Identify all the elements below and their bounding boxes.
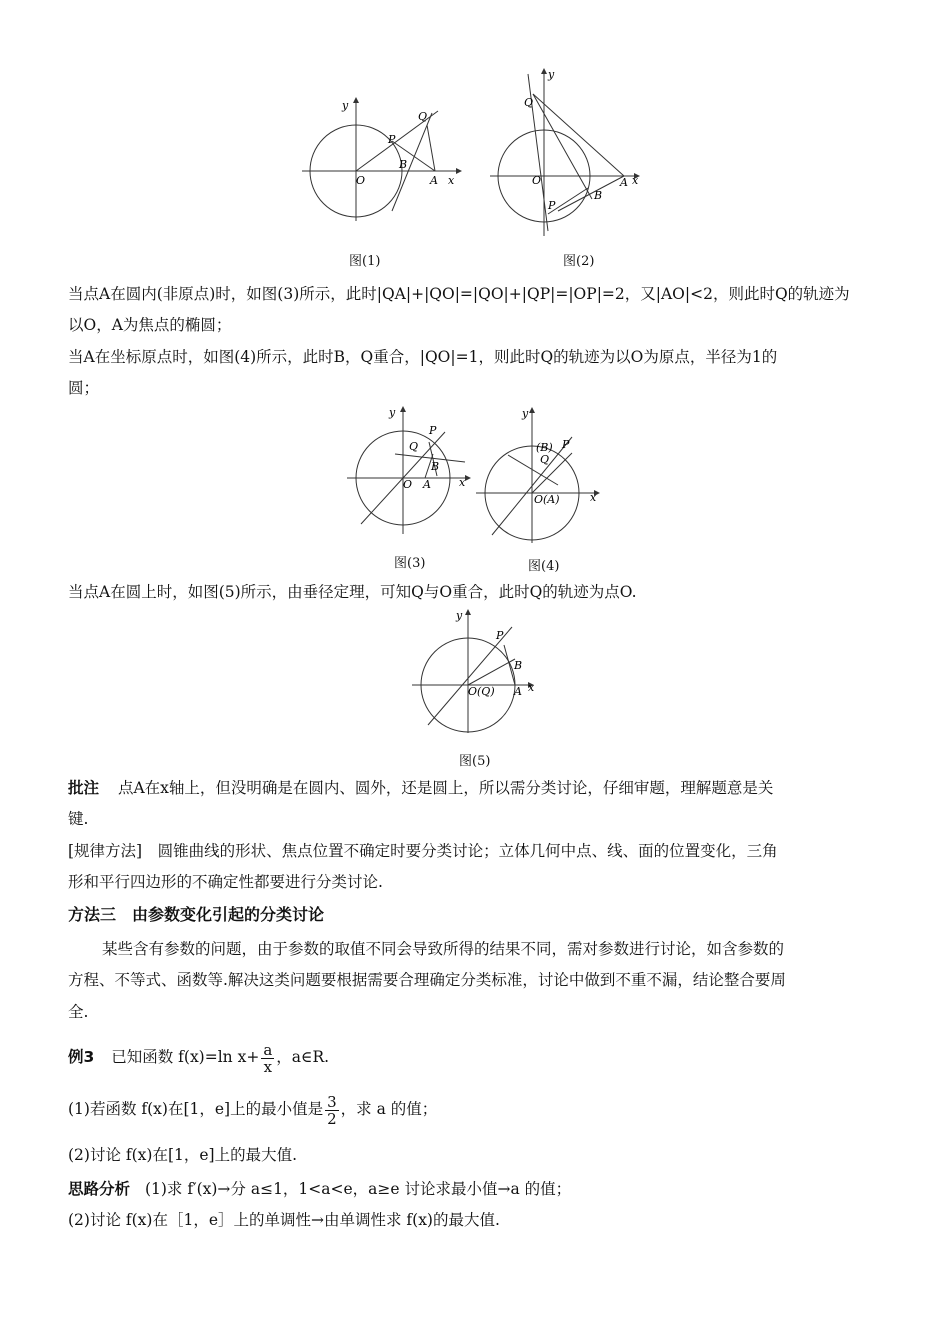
method-heading: 方法三 由参数变化引起的分类讨论	[68, 905, 325, 924]
fraction-numerator: a	[263, 1040, 273, 1059]
figure-1	[300, 95, 465, 225]
fig3-label-y: y	[389, 406, 396, 419]
fig3-label-q: Q	[409, 440, 419, 453]
fig4-label-p: P	[562, 438, 570, 451]
fig1-label-x: x	[448, 174, 455, 187]
question-1	[68, 1089, 437, 1129]
fig4-label-x: x	[590, 491, 597, 504]
note-text: 点A在x轴上，但没明确是在圆内、圆外，还是圆上，所以需分类讨论，仔细审题，理解题意是关	[117, 779, 774, 797]
example-statement	[68, 1037, 329, 1077]
figure-4	[474, 405, 609, 545]
fig3-caption: 图(3)	[394, 556, 426, 571]
fig5-label-p: P	[496, 629, 504, 642]
fig5-label-x: x	[528, 681, 535, 694]
fraction-denominator: x	[263, 1057, 273, 1076]
fig2-label-y: y	[548, 68, 555, 81]
fraction-numerator: 3	[327, 1092, 337, 1111]
fig2-label-a: A	[620, 176, 628, 189]
paragraph-inside-circle-line1: 当点A在圆内(非原点)时，如图(3)所示，此时|QA|+|QO|=|QO|+|QP|=|OP|=2，又|AO|<2，则此时Q的轨迹为	[68, 285, 850, 303]
fig4-label-b: (B)	[536, 441, 553, 454]
rule-line1: [规律方法] 圆锥曲线的形状、焦点位置不确定时要分类讨论；立体几何中点、线、面的位置变化，三角	[68, 842, 778, 860]
fig5-label-oq: O(Q)	[468, 685, 495, 698]
analysis-label: 思路分析	[68, 1180, 131, 1198]
fraction-3-over-2	[325, 1094, 339, 1127]
fig3-label-p: P	[429, 424, 437, 437]
fraction-denominator: 2	[327, 1109, 337, 1128]
figure-3	[345, 404, 480, 539]
note-line2: 键.	[68, 810, 89, 828]
analysis-line1	[68, 1179, 571, 1199]
fig5-label-y: y	[456, 609, 463, 622]
figure-5	[410, 607, 545, 737]
fraction-a-over-x	[261, 1042, 274, 1075]
figure-2	[488, 66, 648, 241]
fig2-label-q: Q	[524, 96, 534, 109]
example-pre: 已知函数 f(x)=ln x+	[111, 1048, 260, 1066]
question-1-pre: (1)若函数 f(x)在[1，e]上的最小值是	[68, 1100, 324, 1118]
note-label: 批注	[68, 779, 100, 797]
fig2-label-x: x	[632, 174, 639, 187]
fig5-caption: 图(5)	[459, 754, 491, 769]
fig3-label-b: B	[431, 460, 440, 473]
fig4-label-oa: O(A)	[534, 493, 560, 506]
fig1-label-y: y	[342, 99, 349, 112]
method-line2: 方程、不等式、函数等.解决这类问题要根据需要合理确定分类标准，讨论中做到不重不漏，结论整合要周	[68, 971, 786, 989]
paragraph-on-circle: 当点A在圆上时，如图(5)所示，由垂径定理，可知Q与O重合，此时Q的轨迹为点O.	[68, 583, 637, 601]
paragraph-origin-line2: 圆；	[68, 379, 100, 397]
fig3-label-o: O	[403, 478, 413, 491]
question-2: (2)讨论 f(x)在[1，e]上的最大值.	[68, 1146, 298, 1164]
fig1-label-q: Q	[418, 110, 428, 123]
fig1-label-o: O	[356, 174, 366, 187]
fig5-label-a: A	[514, 685, 522, 698]
fig1-label-a: A	[430, 174, 438, 187]
fig2-label-o: O	[532, 174, 542, 187]
fig2-label-b: B	[594, 189, 603, 202]
fig1-label-b: B	[399, 158, 408, 171]
method-line1: 某些含有参数的问题，由于参数的取值不同会导致所得的结果不同，需对参数进行讨论，如含参数的	[102, 940, 785, 958]
method-line3: 全.	[68, 1003, 89, 1021]
fig2-caption: 图(2)	[563, 254, 595, 269]
rule-line2: 形和平行四边形的不确定性都要进行分类讨论.	[68, 873, 383, 891]
fig4-caption: 图(4)	[528, 559, 560, 574]
fig2-label-p: P	[548, 199, 556, 212]
paragraph-origin-line1: 当A在坐标原点时，如图(4)所示，此时B，Q重合，|QO|=1，则此时Q的轨迹为以O为原点，半径为1的	[68, 348, 778, 366]
fig5-label-b: B	[514, 659, 523, 672]
fig4-label-y: y	[522, 407, 529, 420]
question-1-post: ，求 a 的值；	[340, 1100, 438, 1118]
fig3-label-x: x	[459, 476, 466, 489]
fig1-caption: 图(1)	[349, 254, 381, 269]
analysis-text: (1)求 f′(x)→分 a≤1，1<a<e，a≥e 讨论求最小值→a 的值；	[144, 1180, 572, 1198]
paragraph-inside-circle-line2: 以O，A为焦点的椭圆；	[68, 316, 232, 334]
example-label: 例3	[68, 1048, 95, 1066]
fig1-label-p: P	[388, 133, 396, 146]
note-line1	[68, 778, 773, 798]
analysis-line2: (2)讨论 f(x)在［1，e］上的单调性→由单调性求 f(x)的最大值.	[68, 1211, 500, 1229]
example-post: ，a∈R.	[276, 1048, 330, 1066]
fig3-label-a: A	[423, 478, 431, 491]
fig4-label-q: Q	[540, 453, 550, 466]
